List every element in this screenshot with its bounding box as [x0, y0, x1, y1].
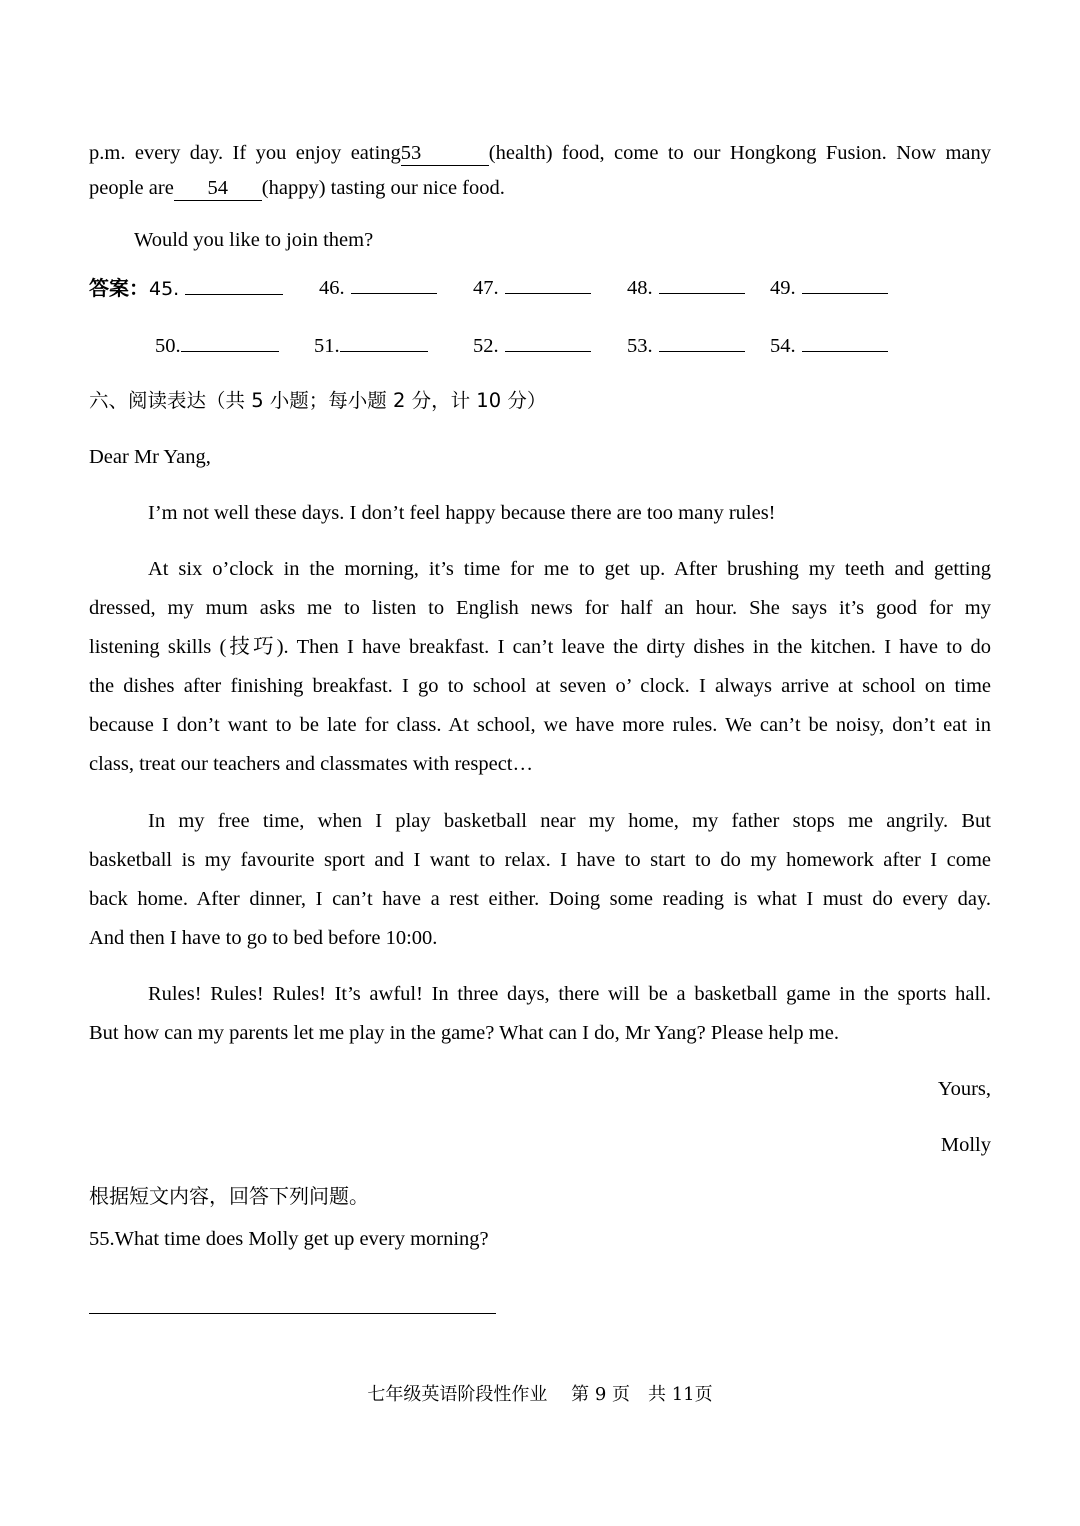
answer-line — [505, 350, 591, 352]
letter-p2-line-6: class, treat our teachers and classmates with respect… — [89, 753, 533, 775]
answer-number: 48. — [627, 277, 653, 299]
answer-number: 47. — [473, 277, 499, 299]
answer-label-54 — [770, 336, 888, 357]
answer-number: 53. — [627, 335, 653, 357]
letter-p4-line-2: But how can my parents let me play in the game? What can I do, Mr Yang? Please help me. — [89, 1022, 839, 1044]
passage-text: people are — [89, 177, 174, 199]
answer-label-53 — [627, 336, 745, 357]
answer-number: 50. — [155, 335, 181, 357]
letter-p2-line-3: listening skills (技巧). Then I have breakfast. I can’t leave the dirty dishes in the kitchen. I have to do — [89, 636, 991, 658]
page-footer: 七年级英语阶段性作业 第 9 页 共 11页 — [367, 1384, 713, 1405]
question-instruction: 根据短文内容，回答下列问题。 — [89, 1184, 369, 1208]
answer-number: 45. — [149, 278, 180, 300]
passage-line-1 — [89, 143, 991, 166]
letter-p2-line-4: the dishes after finishing breakfast. I go to school at seven o’ clock. I always arrive at school on time — [89, 675, 991, 697]
answer-line — [802, 350, 888, 352]
letter-p4-line-1: Rules! Rules! Rules! It’s awful! In three days, there will be a basketball game in the sports hall. — [148, 983, 991, 1005]
answer-number: 49. — [770, 277, 796, 299]
passage-line-3: Would you like to join them? — [134, 229, 374, 251]
answer-line — [181, 350, 279, 352]
answer-number: 54. — [770, 335, 796, 357]
letter-p3-line-4: And then I have to go to bed before 10:00. — [89, 927, 438, 949]
answer-line — [340, 350, 428, 352]
letter-p2-line-5: because I don’t want to be late for class. At school, we have more rules. We can’t be noisy, don’t eat in — [89, 714, 991, 736]
answer-label-50 — [155, 336, 279, 357]
letter-p3-line-3: back home. After dinner, I can’t have a rest either. Doing some reading is what I must do every day. — [89, 888, 991, 910]
letter-p2-line-2: dressed, my mum asks me to listen to English news for half an hour. She says it’s good for my — [89, 597, 991, 619]
blank-53: 53 — [401, 143, 489, 166]
answer-row-1 — [89, 278, 991, 302]
letter-greeting: Dear Mr Yang, — [89, 446, 211, 468]
answer-label-51 — [314, 336, 428, 357]
answer-label-52 — [473, 336, 591, 357]
answer-label-46 — [319, 278, 437, 299]
answer-label: 答案： — [89, 276, 149, 300]
passage-text: (happy) tasting our nice food. — [261, 177, 505, 199]
letter-closing: Yours, — [937, 1078, 991, 1100]
answer-row-2 — [89, 336, 991, 360]
section-6-heading: 六、阅读表达（共 5 小题；每小题 2 分，计 10 分） — [89, 389, 547, 412]
answer-label-48 — [627, 278, 745, 299]
answer-number: 46. — [319, 277, 345, 299]
blank-54: 54 — [174, 178, 262, 201]
letter-p3-line-2: basketball is my favourite sport and I want to relax. I have to start to do my homework after I come — [89, 849, 991, 871]
passage-text: (health) food, come to our Hongkong Fusion. Now many — [488, 142, 991, 164]
answer-line — [185, 293, 283, 295]
passage-line-2 — [89, 178, 991, 201]
answer-number: 51. — [314, 335, 340, 357]
letter-paragraph-1: I’m not well these days. I don’t feel happy because there are too many rules! — [148, 502, 776, 524]
answer-label-49 — [770, 278, 888, 299]
letter-signature: Molly — [940, 1134, 991, 1156]
answer-line — [505, 292, 591, 294]
answer-label-45 — [89, 278, 283, 300]
answer-line — [659, 350, 745, 352]
answer-number: 52. — [473, 335, 499, 357]
answer-line — [659, 292, 745, 294]
answer-line — [351, 292, 437, 294]
letter-p3-line-1: In my free time, when I play basketball near my home, my father stops me angrily. But — [148, 810, 991, 832]
passage-text: p.m. every day. If you enjoy eating — [89, 142, 401, 164]
answer-line-55[interactable] — [89, 1313, 496, 1314]
question-55: 55.What time does Molly get up every morning? — [89, 1228, 489, 1250]
answer-label-47 — [473, 278, 591, 299]
letter-p2-line-1: At six o’clock in the morning, it’s time for me to get up. After brushing my teeth and getting — [148, 558, 991, 580]
answer-line — [802, 292, 888, 294]
